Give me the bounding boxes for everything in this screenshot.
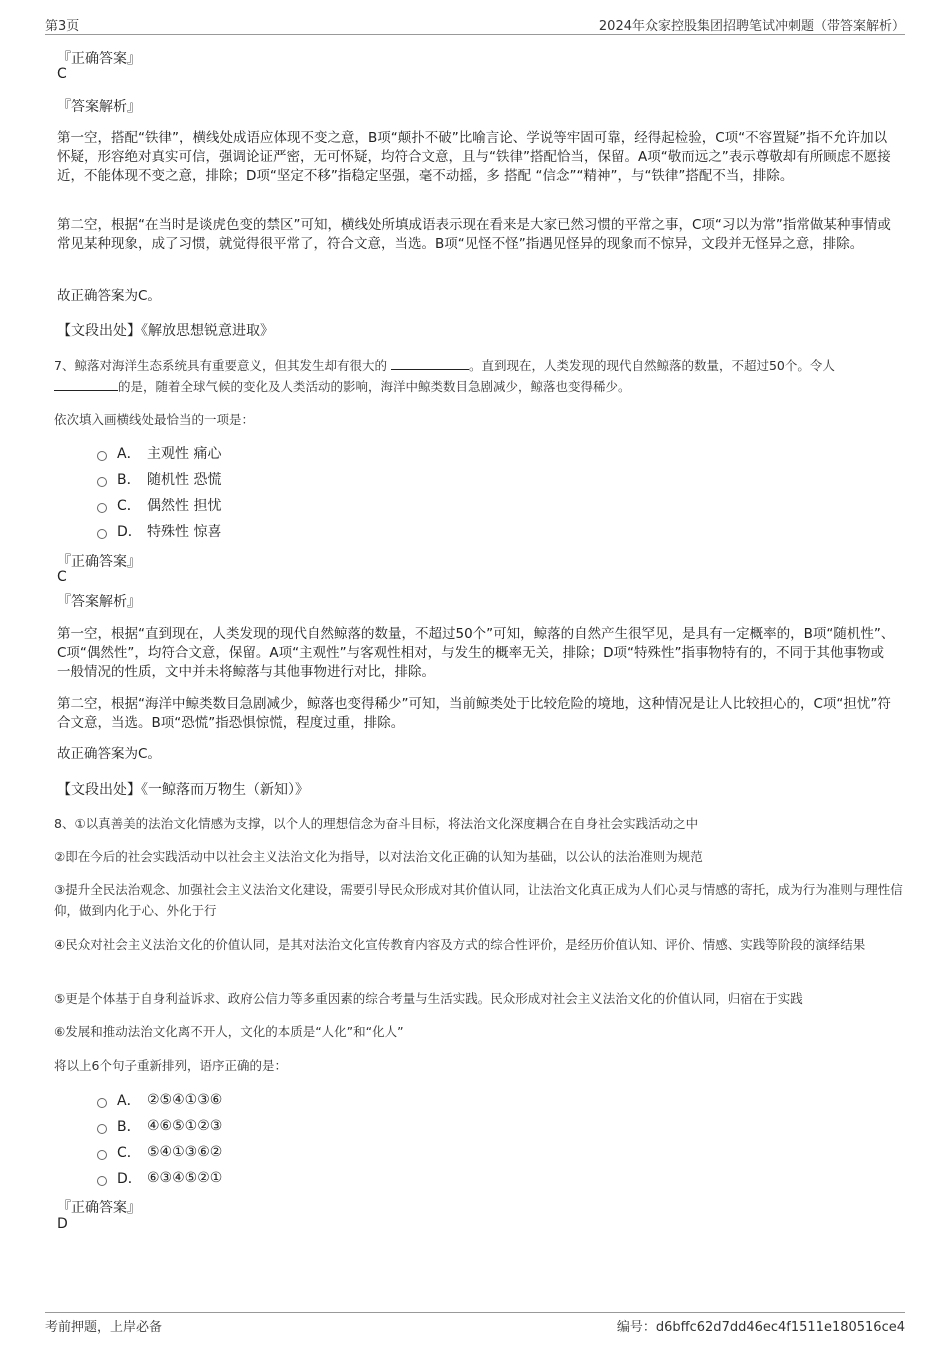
answer-label: 『正确答案』	[57, 554, 141, 570]
option-b[interactable]: B． 随机性 恐慌	[97, 468, 221, 490]
radio-icon[interactable]	[97, 1124, 107, 1134]
answer-label: 『正确答案』	[57, 51, 141, 67]
document-id: 编号：d6bffc62d7dd46ec4f1511e180516ce4	[616, 1320, 905, 1335]
fill-blank	[54, 378, 118, 391]
radio-icon[interactable]	[97, 1098, 107, 1108]
source-citation: 【文段出处】《解放思想锐意进取》	[57, 323, 274, 339]
option-a[interactable]: A． ②⑤④①③⑥	[97, 1089, 222, 1111]
question-7-stem: 7、鲸落对海洋生态系统具有重要意义，但其发生却有很大的 。直到现在，人类发现的现代自然鲸落的数量，不超过50个。令人 的是，随着全球气候的变化及人类活动的影响，海洋中鲸类数目急剧减少，鲸落也变得稀少。	[54, 358, 835, 394]
answer-label: 『正确答案』	[57, 1200, 141, 1216]
question-7-prompt: 依次填入画横线处最恰当的一项是：	[54, 412, 255, 427]
option-a[interactable]: A． 主观性 痛心	[97, 442, 221, 464]
analysis-label: 『答案解析』	[57, 594, 141, 610]
analysis-conclusion: 故正确答案为C。	[57, 746, 161, 762]
radio-icon[interactable]	[97, 1176, 107, 1186]
analysis-conclusion: 故正确答案为C。	[57, 288, 161, 304]
page-number: 第3页	[45, 19, 80, 34]
page-footer	[45, 1312, 905, 1335]
question-8-sentence: 8、①以真善美的法治文化情感为支撑，以个人的理想信念为奋斗目标，将法治文化深度耦合在自身社会实践活动之中	[54, 816, 699, 831]
analysis-paragraph: 第二空，根据“海洋中鲸类数目急剧减少，鲸落也变得稀少”可知，当前鲸类处于比较危险的境地，这种情况是让人比较担心的，C项“担忧”符合文意，当选。B项“恐慌”指恐惧惊慌，程度过重，排除。	[57, 696, 891, 731]
answer-value: D	[57, 1216, 68, 1232]
analysis-paragraph: 第二空，根据“在当时是谈虎色变的禁区”可知，横线处所填成语表示现在看来是大家已然习惯的平常之事，C项“习以为常”指常做某种事情或常见某种现象，成了习惯，就觉得很平常了，符合文意，当选。B项“见怪不怪”指遇见怪异的现象而不惊异，文段并无怪异之意，排除。	[57, 217, 891, 252]
radio-icon[interactable]	[97, 477, 107, 487]
option-c[interactable]: C． 偶然性 担忧	[97, 494, 221, 516]
fill-blank	[391, 357, 469, 370]
option-d[interactable]: D． ⑥③④⑤②①	[97, 1167, 222, 1189]
option-b[interactable]: B． ④⑥⑤①②③	[97, 1115, 222, 1137]
analysis-label: 『答案解析』	[57, 99, 141, 115]
analysis-paragraph: 第一空，根据“直到现在，人类发现的现代自然鲸落的数量，不超过50个”可知，鲸落的自然产生很罕见，是具有一定概率的，B项“随机性”、C项“偶然性”，均符合文意，保留。A项“主观性”与客观性相对，与发生的概率无关，排除；D项“特殊性”指事物特有的，不同于其他事物或一般情况的性质，文中并未将鲸落与其他事物进行对比，排除。	[57, 626, 895, 680]
analysis-paragraph: 第一空，搭配“铁律”，横线处成语应体现不变之意，B项“颠扑不破”比喻言论、学说等牢固可靠，经得起检验，C项“不容置疑”指不允许加以怀疑，形容绝对真实可信，强调论证严密，无可怀疑，均符合文意，且与“铁律”搭配恰当，保留。A项“敬而远之”表示尊敬却有所顾虑不愿接近，不能体现不变之意，排除；D项“坚定不移”指稳定坚强，毫不动摇，多 搭配 “信念”“精神”，与“铁律”搭配不当，排除。	[57, 130, 891, 184]
question-8-prompt: 将以上6个句子重新排列，语序正确的是：	[54, 1058, 287, 1073]
footer-slogan: 考前押题，上岸必备	[45, 1320, 163, 1335]
option-d[interactable]: D． 特殊性 惊喜	[97, 520, 221, 542]
question-8-sentence: ⑥发展和推动法治文化离不开人，文化的本质是“人化”和“化人”	[54, 1024, 404, 1039]
page-header	[45, 14, 905, 35]
question-8-sentence: ③提升全民法治观念、加强社会主义法治文化建设，需要引导民众形成对其价值认同，让法治文化真正成为人们心灵与情感的寄托，成为行为准则与理性信仰，做到内化于心、外化于行	[54, 882, 903, 918]
answer-value: C	[57, 66, 67, 82]
answer-value: C	[57, 569, 67, 585]
document-title: 2024年众家控股集团招聘笔试冲刺题（带答案解析）	[598, 19, 905, 34]
question-8-sentence: ②即在今后的社会实践活动中以社会主义法治文化为指导，以对法治文化正确的认知为基础，以公认的法治准则为规范	[54, 849, 703, 864]
option-c[interactable]: C． ⑤④①③⑥②	[97, 1141, 222, 1163]
source-citation: 【文段出处】《一鲸落而万物生（新知）》	[57, 782, 309, 798]
radio-icon[interactable]	[97, 451, 107, 461]
radio-icon[interactable]	[97, 1150, 107, 1160]
question-8-sentence: ⑤更是个体基于自身利益诉求、政府公信力等多重因素的综合考量与生活实践。民众形成对社会主义法治文化的价值认同，归宿在于实践	[54, 991, 803, 1006]
radio-icon[interactable]	[97, 503, 107, 513]
radio-icon[interactable]	[97, 529, 107, 539]
question-8-sentence: ④民众对社会主义法治文化的价值认同，是其对法治文化宣传教育内容及方式的综合性评价，是经历价值认知、评价、情感、实践等阶段的演绎结果	[54, 937, 866, 952]
